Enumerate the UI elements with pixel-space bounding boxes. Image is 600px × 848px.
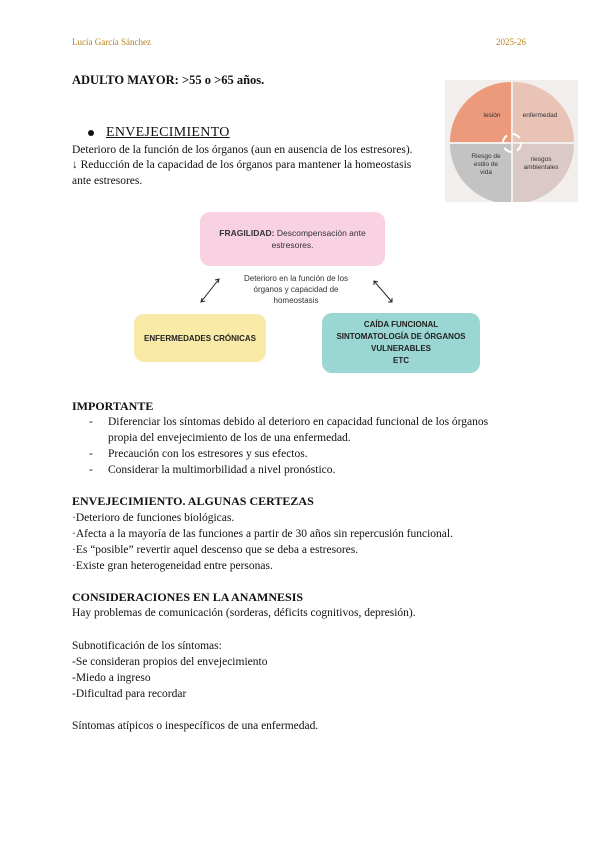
- fragilidad-box: [200, 212, 385, 266]
- section-heading-envejecimiento: [88, 125, 230, 141]
- importante-item-3: [89, 463, 336, 479]
- caida-line-1: CAÍDA FUNCIONAL: [363, 320, 439, 329]
- bullet-icon: [88, 130, 94, 136]
- dash-bullet: -: [89, 464, 93, 476]
- caida-line-3: VULNERABLES: [370, 344, 431, 353]
- envejecimiento-line-2: ↓ Reducción de la capacidad de los órganos para mantener la homeostasis: [72, 159, 412, 171]
- subnotificacion-item-2: -Miedo a ingreso: [72, 672, 151, 684]
- subnotificacion-heading: Subnotificación de los síntomas:: [72, 640, 222, 652]
- page-title: ADULTO MAYOR: >55 o >65 años.: [72, 73, 265, 87]
- dash-bullet: -: [89, 416, 93, 428]
- aging-factors-image: [445, 80, 578, 202]
- envejecimiento-line-1: Deterioro de la función de los órganos (aun en ausencia de los estresores).: [72, 144, 413, 156]
- quad-label-2: enfermedad: [522, 112, 558, 119]
- subnotificacion-item-3: -Dificultad para recordar: [72, 688, 187, 700]
- certezas-line-2: ·Afecta a la mayoría de las funciones a partir de 30 años sin repercusión funcional.: [72, 528, 453, 540]
- cycle-arrows-icon: [503, 134, 521, 152]
- fragilidad-desc: Descompensación ante estresores.: [271, 228, 366, 250]
- caida-line-2: SINTOMATOLOGÍA DE ÓRGANOS: [336, 332, 466, 341]
- sintomas-atipicos-line: Síntomas atípicos o inespecíficos de una enfermedad.: [72, 720, 319, 732]
- dash-bullet: -: [89, 448, 93, 460]
- academic-year: 2025-26: [496, 37, 526, 47]
- importante-item-1-cont: propia del envejecimiento de los de una enfermedad.: [108, 432, 351, 444]
- importante-item-3-text: Considerar la multimorbilidad a nivel pronóstico.: [108, 464, 336, 476]
- enfermedades-cronicas-label: ENFERMEDADES CRÓNICAS: [143, 333, 256, 343]
- importante-item-1: [89, 415, 489, 431]
- aging-circle-graphic: [445, 80, 578, 202]
- importante-heading: IMPORTANTE: [72, 399, 154, 413]
- caida-line-4: ETC: [393, 356, 409, 365]
- fragilidad-text: [200, 227, 385, 251]
- quad-label-4: riesgos ambientales: [523, 156, 559, 171]
- arrow-left-icon: [195, 275, 225, 307]
- fragilidad-label: FRAGILIDAD:: [219, 228, 275, 238]
- anamnesis-line-1: Hay problemas de comunicación (sorderas, déficits cognitivos, depresión).: [72, 607, 416, 619]
- certezas-heading: ENVEJECIMIENTO. ALGUNAS CERTEZAS: [72, 494, 314, 508]
- author-name: Lucía García Sánchez: [72, 37, 151, 47]
- importante-item-2: [89, 447, 308, 463]
- certezas-line-1: ·Deterioro de funciones biológicas.: [72, 512, 235, 524]
- quadrant-riesgos: [513, 144, 574, 202]
- subnotificacion-item-1: -Se consideran propios del envejecimiento: [72, 656, 268, 668]
- importante-item-2-text: Precaución con los estresores y sus efectos.: [108, 448, 308, 460]
- quad-label-1: lesión: [483, 112, 501, 119]
- arrow-right-icon: [370, 277, 398, 307]
- importante-item-1-text: Diferenciar los síntomas debido al deterioro en capacidad funcional de los órganos: [108, 416, 489, 428]
- section-heading-text: ENVEJECIMIENTO: [106, 125, 230, 140]
- envejecimiento-line-3: ante estresores.: [72, 175, 143, 187]
- caida-funcional-box: [322, 313, 480, 373]
- enfermedades-cronicas-box: [134, 314, 266, 362]
- certezas-line-4: ·Existe gran heterogeneidad entre personas.: [72, 560, 273, 572]
- certezas-line-3: ·Es “posible” revertir aquel descenso que se deba a estresores.: [72, 544, 359, 556]
- quad-label-3: Riesgo de estilo de vida: [471, 153, 501, 176]
- deterioro-caption: Deterioro en la función de los órganos y capacidad de homeostasis: [243, 274, 349, 305]
- anamnesis-heading: CONSIDERACIONES EN LA ANAMNESIS: [72, 590, 304, 604]
